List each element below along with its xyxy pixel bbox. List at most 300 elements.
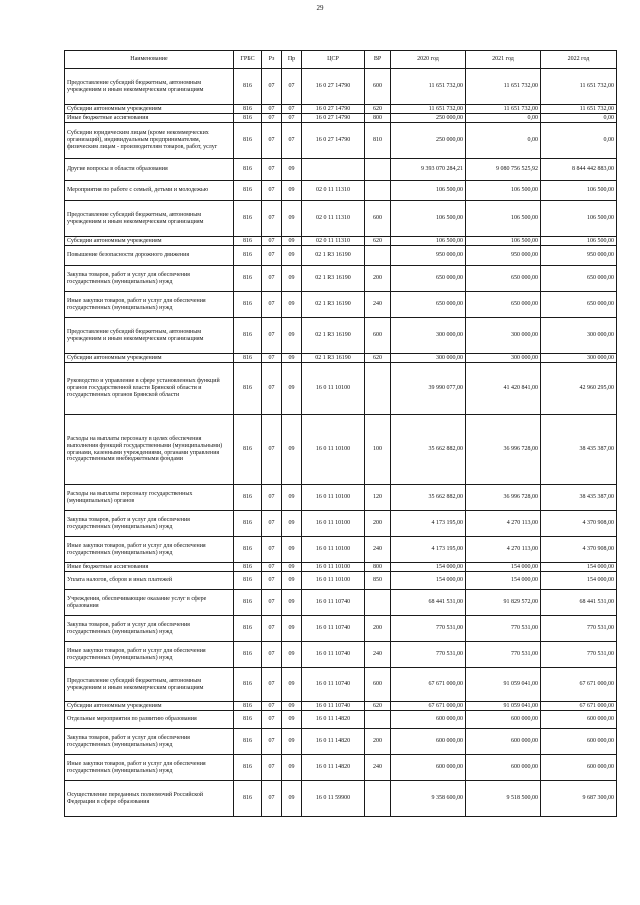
row-vr-cell bbox=[365, 246, 391, 266]
row-2021-amount-cell: 600 000,00 bbox=[466, 711, 541, 729]
table-row bbox=[65, 159, 617, 181]
row-2021-amount-cell: 36 996 728,00 bbox=[466, 485, 541, 511]
row-2021-amount-cell: 950 000,00 bbox=[466, 246, 541, 266]
row-csr-cell: 02 0 11 11310 bbox=[302, 201, 365, 237]
row-2021-amount-cell: 106 500,00 bbox=[466, 181, 541, 201]
row-2020-amount-cell: 106 500,00 bbox=[391, 201, 466, 237]
row-2022-amount-cell: 154 000,00 bbox=[541, 563, 617, 572]
row-2022-amount-cell: 300 000,00 bbox=[541, 354, 617, 363]
row-rz-cell: 07 bbox=[262, 572, 282, 590]
row-vr-cell: 800 bbox=[365, 114, 391, 123]
row-grbs-cell: 816 bbox=[234, 729, 262, 755]
row-grbs-cell: 816 bbox=[234, 69, 262, 105]
row-2022-amount-cell: 650 000,00 bbox=[541, 292, 617, 318]
row-2022-amount-cell: 4 370 908,00 bbox=[541, 511, 617, 537]
row-rz-cell: 07 bbox=[262, 485, 282, 511]
row-2022-amount-cell: 600 000,00 bbox=[541, 711, 617, 729]
row-name-cell: Предоставление субсидий бюджетным, автономным учреждениям и иным некоммерческим организациям bbox=[65, 201, 234, 237]
row-grbs-cell: 816 bbox=[234, 181, 262, 201]
row-csr-cell: 16 0 11 14820 bbox=[302, 729, 365, 755]
row-2021-amount-cell: 11 651 732,00 bbox=[466, 69, 541, 105]
row-rz-cell: 07 bbox=[262, 363, 282, 415]
row-name-cell: Предоставление субсидий бюджетным, автономным учреждениям и иным некоммерческим организациям bbox=[65, 69, 234, 105]
row-grbs-cell: 816 bbox=[234, 114, 262, 123]
row-2022-amount-cell: 0,00 bbox=[541, 123, 617, 159]
table-row bbox=[65, 246, 617, 266]
row-2022-amount-cell: 154 000,00 bbox=[541, 572, 617, 590]
column-header-name: Наименование bbox=[65, 51, 234, 69]
row-csr-cell bbox=[302, 159, 365, 181]
row-csr-cell: 16 0 11 14820 bbox=[302, 711, 365, 729]
row-2020-amount-cell: 4 173 195,00 bbox=[391, 511, 466, 537]
row-vr-cell: 200 bbox=[365, 729, 391, 755]
row-name-cell: Субсидии автономным учреждениям bbox=[65, 354, 234, 363]
row-name-cell: Иные закупки товаров, работ и услуг для обеспечения государственных (муниципальных) нужд bbox=[65, 292, 234, 318]
row-csr-cell: 16 0 11 10740 bbox=[302, 590, 365, 616]
row-2021-amount-cell: 106 500,00 bbox=[466, 237, 541, 246]
row-vr-cell: 240 bbox=[365, 537, 391, 563]
row-2021-amount-cell: 11 651 732,00 bbox=[466, 105, 541, 114]
row-rz-cell: 07 bbox=[262, 114, 282, 123]
table-row bbox=[65, 318, 617, 354]
row-2022-amount-cell: 106 500,00 bbox=[541, 181, 617, 201]
row-2021-amount-cell: 91 059 041,00 bbox=[466, 668, 541, 702]
row-name-cell: Субсидии автономным учреждениям bbox=[65, 237, 234, 246]
row-vr-cell: 200 bbox=[365, 266, 391, 292]
row-name-cell: Предоставление субсидий бюджетным, автономным учреждениям и иным некоммерческим организациям bbox=[65, 318, 234, 354]
table-row bbox=[65, 105, 617, 114]
row-name-cell: Учреждения, обеспечивающие оказание услуг в сфере образования bbox=[65, 590, 234, 616]
row-name-cell: Руководство и управление в сфере установленных функций органов государственной власти Брянской области и государственных органов Брянской области bbox=[65, 363, 234, 415]
row-rz-cell: 07 bbox=[262, 237, 282, 246]
row-vr-cell: 240 bbox=[365, 642, 391, 668]
row-2020-amount-cell: 9 393 070 284,21 bbox=[391, 159, 466, 181]
row-pr-cell: 09 bbox=[282, 642, 302, 668]
row-2022-amount-cell: 67 671 000,00 bbox=[541, 668, 617, 702]
row-pr-cell: 09 bbox=[282, 415, 302, 485]
row-name-cell: Предоставление субсидий бюджетным, автономным учреждениям и иным некоммерческим организациям bbox=[65, 668, 234, 702]
row-vr-cell: 600 bbox=[365, 201, 391, 237]
row-2021-amount-cell: 91 059 041,00 bbox=[466, 702, 541, 711]
table-row bbox=[65, 711, 617, 729]
table-row bbox=[65, 781, 617, 817]
row-csr-cell: 02 1 R3 16190 bbox=[302, 246, 365, 266]
row-pr-cell: 07 bbox=[282, 69, 302, 105]
row-2022-amount-cell: 600 000,00 bbox=[541, 755, 617, 781]
row-name-cell: Уплата налогов, сборов и иных платежей bbox=[65, 572, 234, 590]
row-grbs-cell: 816 bbox=[234, 485, 262, 511]
row-csr-cell: 16 0 11 10100 bbox=[302, 485, 365, 511]
row-vr-cell bbox=[365, 159, 391, 181]
row-name-cell: Иные бюджетные ассигнования bbox=[65, 114, 234, 123]
row-pr-cell: 07 bbox=[282, 105, 302, 114]
row-vr-cell: 600 bbox=[365, 668, 391, 702]
table-row bbox=[65, 511, 617, 537]
table-row bbox=[65, 69, 617, 105]
row-vr-cell bbox=[365, 711, 391, 729]
row-2021-amount-cell: 600 000,00 bbox=[466, 729, 541, 755]
row-grbs-cell: 816 bbox=[234, 616, 262, 642]
row-name-cell: Субсидии автономным учреждениям bbox=[65, 105, 234, 114]
row-2020-amount-cell: 39 990 077,00 bbox=[391, 363, 466, 415]
row-vr-cell: 240 bbox=[365, 292, 391, 318]
row-vr-cell: 200 bbox=[365, 511, 391, 537]
row-rz-cell: 07 bbox=[262, 246, 282, 266]
row-pr-cell: 07 bbox=[282, 114, 302, 123]
row-name-cell: Осуществление переданных полномочий Российской Федерации в сфере образования bbox=[65, 781, 234, 817]
row-2022-amount-cell: 42 960 295,00 bbox=[541, 363, 617, 415]
page-number: 29 bbox=[316, 4, 324, 12]
row-2021-amount-cell: 0,00 bbox=[466, 114, 541, 123]
table-row bbox=[65, 181, 617, 201]
table-body bbox=[65, 69, 617, 817]
row-csr-cell: 16 0 11 10740 bbox=[302, 702, 365, 711]
row-pr-cell: 09 bbox=[282, 363, 302, 415]
row-pr-cell: 09 bbox=[282, 159, 302, 181]
row-csr-cell: 16 0 11 10100 bbox=[302, 363, 365, 415]
row-vr-cell: 240 bbox=[365, 755, 391, 781]
column-header-2020: 2020 год bbox=[391, 51, 466, 69]
row-2022-amount-cell: 0,00 bbox=[541, 114, 617, 123]
row-2021-amount-cell: 9 080 756 525,92 bbox=[466, 159, 541, 181]
column-header-csr: ЦСР bbox=[302, 51, 365, 69]
row-2020-amount-cell: 4 173 195,00 bbox=[391, 537, 466, 563]
row-grbs-cell: 816 bbox=[234, 123, 262, 159]
table-row bbox=[65, 123, 617, 159]
table-row bbox=[65, 354, 617, 363]
row-2020-amount-cell: 600 000,00 bbox=[391, 729, 466, 755]
row-vr-cell: 800 bbox=[365, 563, 391, 572]
row-pr-cell: 09 bbox=[282, 572, 302, 590]
table-row bbox=[65, 201, 617, 237]
row-vr-cell bbox=[365, 363, 391, 415]
row-grbs-cell: 816 bbox=[234, 363, 262, 415]
row-2022-amount-cell: 770 531,00 bbox=[541, 616, 617, 642]
row-2020-amount-cell: 300 000,00 bbox=[391, 318, 466, 354]
row-2021-amount-cell: 154 000,00 bbox=[466, 572, 541, 590]
row-rz-cell: 07 bbox=[262, 123, 282, 159]
row-csr-cell: 16 0 11 10100 bbox=[302, 511, 365, 537]
row-2020-amount-cell: 770 531,00 bbox=[391, 642, 466, 668]
row-vr-cell: 600 bbox=[365, 318, 391, 354]
row-2020-amount-cell: 35 662 882,00 bbox=[391, 415, 466, 485]
row-2021-amount-cell: 650 000,00 bbox=[466, 266, 541, 292]
row-2020-amount-cell: 250 000,00 bbox=[391, 114, 466, 123]
row-name-cell: Закупка товаров, работ и услуг для обеспечения государственных (муниципальных) нужд bbox=[65, 511, 234, 537]
row-2020-amount-cell: 650 000,00 bbox=[391, 292, 466, 318]
row-name-cell: Закупка товаров, работ и услуг для обеспечения государственных (муниципальных) нужд bbox=[65, 616, 234, 642]
column-header-pr: Пр bbox=[282, 51, 302, 69]
table-row bbox=[65, 590, 617, 616]
row-pr-cell: 09 bbox=[282, 729, 302, 755]
row-grbs-cell: 816 bbox=[234, 246, 262, 266]
row-rz-cell: 07 bbox=[262, 354, 282, 363]
row-grbs-cell: 816 bbox=[234, 318, 262, 354]
row-name-cell: Повышение безопасности дорожного движения bbox=[65, 246, 234, 266]
table-row bbox=[65, 702, 617, 711]
row-pr-cell: 09 bbox=[282, 292, 302, 318]
row-2021-amount-cell: 4 270 113,00 bbox=[466, 537, 541, 563]
table-row bbox=[65, 266, 617, 292]
row-2021-amount-cell: 36 996 728,00 bbox=[466, 415, 541, 485]
row-rz-cell: 07 bbox=[262, 415, 282, 485]
row-csr-cell: 02 1 R3 16190 bbox=[302, 318, 365, 354]
row-2022-amount-cell: 9 687 300,00 bbox=[541, 781, 617, 817]
row-2020-amount-cell: 106 500,00 bbox=[391, 181, 466, 201]
table-row bbox=[65, 485, 617, 511]
row-2020-amount-cell: 650 000,00 bbox=[391, 266, 466, 292]
row-pr-cell: 09 bbox=[282, 616, 302, 642]
table-row bbox=[65, 572, 617, 590]
row-name-cell: Другие вопросы в области образования bbox=[65, 159, 234, 181]
row-2021-amount-cell: 4 270 113,00 bbox=[466, 511, 541, 537]
table-row bbox=[65, 237, 617, 246]
row-csr-cell: 16 0 27 14790 bbox=[302, 114, 365, 123]
table-row bbox=[65, 563, 617, 572]
row-grbs-cell: 816 bbox=[234, 159, 262, 181]
row-vr-cell: 100 bbox=[365, 415, 391, 485]
row-pr-cell: 09 bbox=[282, 511, 302, 537]
row-grbs-cell: 816 bbox=[234, 668, 262, 702]
row-grbs-cell: 816 bbox=[234, 537, 262, 563]
row-2021-amount-cell: 650 000,00 bbox=[466, 292, 541, 318]
budget-table bbox=[64, 50, 617, 817]
row-2020-amount-cell: 770 531,00 bbox=[391, 616, 466, 642]
row-2020-amount-cell: 300 000,00 bbox=[391, 354, 466, 363]
row-2022-amount-cell: 106 500,00 bbox=[541, 237, 617, 246]
row-2020-amount-cell: 106 500,00 bbox=[391, 237, 466, 246]
row-csr-cell: 16 0 11 10740 bbox=[302, 616, 365, 642]
table-row bbox=[65, 292, 617, 318]
column-header-vr: ВР bbox=[365, 51, 391, 69]
row-2020-amount-cell: 950 000,00 bbox=[391, 246, 466, 266]
row-rz-cell: 07 bbox=[262, 755, 282, 781]
row-rz-cell: 07 bbox=[262, 69, 282, 105]
row-2022-amount-cell: 8 844 442 883,00 bbox=[541, 159, 617, 181]
row-2022-amount-cell: 600 000,00 bbox=[541, 729, 617, 755]
row-2022-amount-cell: 68 441 531,00 bbox=[541, 590, 617, 616]
row-rz-cell: 07 bbox=[262, 292, 282, 318]
row-name-cell: Субсидии автономным учреждениям bbox=[65, 702, 234, 711]
row-2021-amount-cell: 106 500,00 bbox=[466, 201, 541, 237]
row-2020-amount-cell: 35 662 882,00 bbox=[391, 485, 466, 511]
row-2021-amount-cell: 9 518 500,00 bbox=[466, 781, 541, 817]
row-grbs-cell: 816 bbox=[234, 590, 262, 616]
row-rz-cell: 07 bbox=[262, 642, 282, 668]
row-2020-amount-cell: 11 651 732,00 bbox=[391, 69, 466, 105]
row-vr-cell: 620 bbox=[365, 354, 391, 363]
row-2021-amount-cell: 600 000,00 bbox=[466, 755, 541, 781]
row-2021-amount-cell: 91 829 572,00 bbox=[466, 590, 541, 616]
row-grbs-cell: 816 bbox=[234, 105, 262, 114]
table-row bbox=[65, 537, 617, 563]
row-pr-cell: 09 bbox=[282, 711, 302, 729]
row-2022-amount-cell: 67 671 000,00 bbox=[541, 702, 617, 711]
row-grbs-cell: 816 bbox=[234, 201, 262, 237]
row-pr-cell: 09 bbox=[282, 668, 302, 702]
row-grbs-cell: 816 bbox=[234, 415, 262, 485]
row-pr-cell: 09 bbox=[282, 318, 302, 354]
row-pr-cell: 09 bbox=[282, 755, 302, 781]
table-row bbox=[65, 755, 617, 781]
column-header-2021: 2021 год bbox=[466, 51, 541, 69]
row-rz-cell: 07 bbox=[262, 563, 282, 572]
row-csr-cell: 02 0 11 11310 bbox=[302, 181, 365, 201]
row-grbs-cell: 816 bbox=[234, 781, 262, 817]
row-rz-cell: 07 bbox=[262, 537, 282, 563]
table-row bbox=[65, 616, 617, 642]
row-rz-cell: 07 bbox=[262, 590, 282, 616]
row-grbs-cell: 816 bbox=[234, 572, 262, 590]
row-rz-cell: 07 bbox=[262, 729, 282, 755]
row-name-cell: Иные закупки товаров, работ и услуг для обеспечения государственных (муниципальных) нужд bbox=[65, 755, 234, 781]
row-2021-amount-cell: 300 000,00 bbox=[466, 354, 541, 363]
row-csr-cell: 02 1 R3 16190 bbox=[302, 292, 365, 318]
row-pr-cell: 07 bbox=[282, 123, 302, 159]
row-name-cell: Расходы на выплаты персоналу государственных (муниципальных) органов bbox=[65, 485, 234, 511]
row-2022-amount-cell: 11 651 732,00 bbox=[541, 105, 617, 114]
row-rz-cell: 07 bbox=[262, 201, 282, 237]
row-csr-cell: 16 0 11 14820 bbox=[302, 755, 365, 781]
row-name-cell: Закупка товаров, работ и услуг для обеспечения государственных (муниципальных) нужд bbox=[65, 729, 234, 755]
row-rz-cell: 07 bbox=[262, 511, 282, 537]
row-csr-cell: 16 0 11 10100 bbox=[302, 415, 365, 485]
row-csr-cell: 16 0 11 10740 bbox=[302, 642, 365, 668]
row-2022-amount-cell: 300 000,00 bbox=[541, 318, 617, 354]
table-header-row bbox=[65, 51, 617, 69]
row-name-cell: Мероприятия по работе с семьей, детьми и молодежью bbox=[65, 181, 234, 201]
row-2022-amount-cell: 650 000,00 bbox=[541, 266, 617, 292]
row-pr-cell: 09 bbox=[282, 181, 302, 201]
row-pr-cell: 09 bbox=[282, 485, 302, 511]
column-header-rz: Рз bbox=[262, 51, 282, 69]
row-pr-cell: 09 bbox=[282, 246, 302, 266]
row-csr-cell: 16 0 11 59900 bbox=[302, 781, 365, 817]
row-csr-cell: 16 0 11 10100 bbox=[302, 537, 365, 563]
row-pr-cell: 09 bbox=[282, 201, 302, 237]
row-csr-cell: 02 0 11 11310 bbox=[302, 237, 365, 246]
row-rz-cell: 07 bbox=[262, 105, 282, 114]
row-2022-amount-cell: 11 651 732,00 bbox=[541, 69, 617, 105]
row-vr-cell: 810 bbox=[365, 123, 391, 159]
row-name-cell: Иные бюджетные ассигнования bbox=[65, 563, 234, 572]
row-csr-cell: 16 0 27 14790 bbox=[302, 105, 365, 114]
row-pr-cell: 09 bbox=[282, 563, 302, 572]
row-grbs-cell: 816 bbox=[234, 563, 262, 572]
row-2021-amount-cell: 770 531,00 bbox=[466, 642, 541, 668]
row-csr-cell: 16 0 27 14790 bbox=[302, 69, 365, 105]
row-grbs-cell: 816 bbox=[234, 292, 262, 318]
row-grbs-cell: 816 bbox=[234, 755, 262, 781]
row-rz-cell: 07 bbox=[262, 616, 282, 642]
table-row bbox=[65, 415, 617, 485]
row-2020-amount-cell: 67 671 000,00 bbox=[391, 668, 466, 702]
row-grbs-cell: 816 bbox=[234, 237, 262, 246]
row-csr-cell: 16 0 27 14790 bbox=[302, 123, 365, 159]
row-rz-cell: 07 bbox=[262, 668, 282, 702]
row-rz-cell: 07 bbox=[262, 318, 282, 354]
row-vr-cell: 600 bbox=[365, 69, 391, 105]
row-vr-cell bbox=[365, 590, 391, 616]
row-2020-amount-cell: 154 000,00 bbox=[391, 572, 466, 590]
row-name-cell: Иные закупки товаров, работ и услуг для обеспечения государственных (муниципальных) нужд bbox=[65, 537, 234, 563]
row-rz-cell: 07 bbox=[262, 781, 282, 817]
row-rz-cell: 07 bbox=[262, 266, 282, 292]
row-csr-cell: 16 0 11 10100 bbox=[302, 572, 365, 590]
column-header-2022: 2022 год bbox=[541, 51, 617, 69]
row-2021-amount-cell: 770 531,00 bbox=[466, 616, 541, 642]
row-2021-amount-cell: 154 000,00 bbox=[466, 563, 541, 572]
row-rz-cell: 07 bbox=[262, 181, 282, 201]
row-2021-amount-cell: 41 420 841,00 bbox=[466, 363, 541, 415]
row-2021-amount-cell: 0,00 bbox=[466, 123, 541, 159]
row-2022-amount-cell: 770 531,00 bbox=[541, 642, 617, 668]
row-csr-cell: 02 1 R3 16190 bbox=[302, 266, 365, 292]
row-2021-amount-cell: 300 000,00 bbox=[466, 318, 541, 354]
row-grbs-cell: 816 bbox=[234, 711, 262, 729]
row-rz-cell: 07 bbox=[262, 711, 282, 729]
row-name-cell: Закупка товаров, работ и услуг для обеспечения государственных (муниципальных) нужд bbox=[65, 266, 234, 292]
row-grbs-cell: 816 bbox=[234, 511, 262, 537]
row-2022-amount-cell: 4 370 908,00 bbox=[541, 537, 617, 563]
row-2020-amount-cell: 250 000,00 bbox=[391, 123, 466, 159]
row-2022-amount-cell: 38 435 387,00 bbox=[541, 485, 617, 511]
row-vr-cell: 200 bbox=[365, 616, 391, 642]
row-pr-cell: 09 bbox=[282, 266, 302, 292]
row-pr-cell: 09 bbox=[282, 781, 302, 817]
row-vr-cell: 620 bbox=[365, 702, 391, 711]
row-grbs-cell: 816 bbox=[234, 642, 262, 668]
row-vr-cell bbox=[365, 781, 391, 817]
row-grbs-cell: 816 bbox=[234, 702, 262, 711]
row-vr-cell: 120 bbox=[365, 485, 391, 511]
row-pr-cell: 09 bbox=[282, 590, 302, 616]
table-row bbox=[65, 363, 617, 415]
row-2020-amount-cell: 154 000,00 bbox=[391, 563, 466, 572]
row-vr-cell: 620 bbox=[365, 237, 391, 246]
row-csr-cell: 16 0 11 10100 bbox=[302, 563, 365, 572]
row-csr-cell: 16 0 11 10740 bbox=[302, 668, 365, 702]
row-csr-cell: 02 1 R3 16190 bbox=[302, 354, 365, 363]
row-vr-cell bbox=[365, 181, 391, 201]
row-name-cell: Субсидии юридическим лицам (кроме некоммерческих организаций), индивидуальным предпринимателям, физическим лицам - производителям товаров, работ, услуг bbox=[65, 123, 234, 159]
row-name-cell: Иные закупки товаров, работ и услуг для обеспечения государственных (муниципальных) нужд bbox=[65, 642, 234, 668]
table-row bbox=[65, 114, 617, 123]
row-grbs-cell: 816 bbox=[234, 354, 262, 363]
row-2020-amount-cell: 600 000,00 bbox=[391, 755, 466, 781]
row-2022-amount-cell: 38 435 387,00 bbox=[541, 415, 617, 485]
row-2020-amount-cell: 9 358 600,00 bbox=[391, 781, 466, 817]
row-2020-amount-cell: 600 000,00 bbox=[391, 711, 466, 729]
row-pr-cell: 09 bbox=[282, 702, 302, 711]
column-header-grbs: ГРБС bbox=[234, 51, 262, 69]
row-rz-cell: 07 bbox=[262, 702, 282, 711]
row-name-cell: Отдельные мероприятия по развитию образования bbox=[65, 711, 234, 729]
row-2022-amount-cell: 106 500,00 bbox=[541, 201, 617, 237]
row-vr-cell: 620 bbox=[365, 105, 391, 114]
row-pr-cell: 09 bbox=[282, 537, 302, 563]
row-2020-amount-cell: 11 651 732,00 bbox=[391, 105, 466, 114]
row-rz-cell: 07 bbox=[262, 159, 282, 181]
row-vr-cell: 850 bbox=[365, 572, 391, 590]
row-grbs-cell: 816 bbox=[234, 266, 262, 292]
table-row bbox=[65, 729, 617, 755]
row-2020-amount-cell: 67 671 000,00 bbox=[391, 702, 466, 711]
row-pr-cell: 09 bbox=[282, 237, 302, 246]
table-row bbox=[65, 642, 617, 668]
row-name-cell: Расходы на выплаты персоналу в целях обеспечения выполнения функций государственными (муниципальными) органами, казенными учреждениями, органами управления государственными внебюджетными фондами bbox=[65, 415, 234, 485]
row-pr-cell: 09 bbox=[282, 354, 302, 363]
